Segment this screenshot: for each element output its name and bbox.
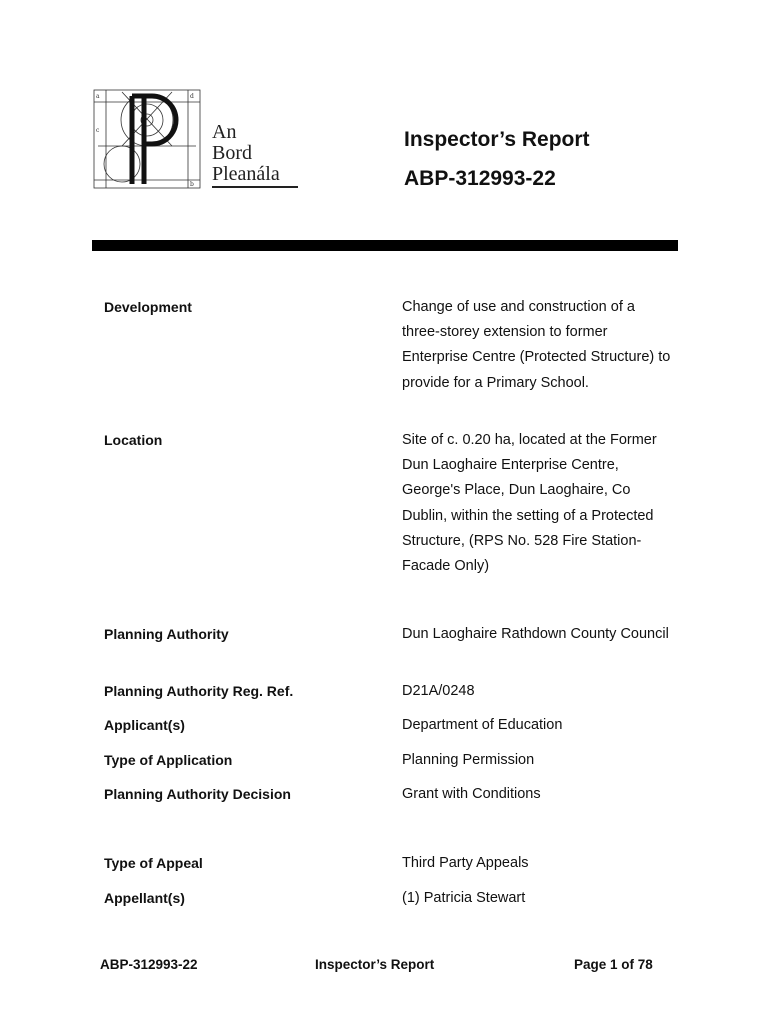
- planning-authority-value: Dun Laoghaire Rathdown County Council: [402, 626, 669, 642]
- logo-wordmark: [212, 122, 280, 185]
- footer-title: Inspector’s Report: [315, 957, 435, 972]
- decision-value: Grant with Conditions: [402, 786, 541, 802]
- reg-ref-label: Planning Authority Reg. Ref.: [104, 683, 294, 699]
- report-reference: ABP-312993-22: [404, 167, 556, 190]
- logo-word-pleanala: Pleanála: [212, 163, 280, 185]
- pleanala-p-emblem-icon: [92, 86, 204, 192]
- type-of-appeal-value: Third Party Appeals: [402, 855, 529, 871]
- header-divider: [92, 240, 678, 251]
- appellants-value: (1) Patricia Stewart: [402, 890, 526, 906]
- applicants-value: Department of Education: [402, 717, 563, 733]
- svg-text:a: a: [96, 93, 100, 100]
- report-title: Inspector’s Report: [404, 128, 590, 151]
- an-bord-pleanala-logo: [92, 86, 302, 194]
- type-of-appeal-label: Type of Appeal: [104, 855, 203, 871]
- svg-text:b: b: [190, 181, 194, 188]
- svg-text:d: d: [190, 93, 194, 100]
- logo-underline: [212, 186, 298, 188]
- development-label: Development: [104, 299, 192, 315]
- location-label: Location: [104, 432, 163, 448]
- footer-page-number: Page 1 of 78: [574, 957, 653, 972]
- development-value: Change of use and construction of a three-storey extension to former Enterprise Centre (Protected Structure) to provide for a Primary School.: [402, 299, 671, 391]
- footer-reference: ABP-312993-22: [100, 957, 198, 972]
- logo-word-bord: Bord: [212, 142, 252, 164]
- planning-authority-label: Planning Authority: [104, 626, 229, 642]
- svg-text:c: c: [96, 127, 100, 134]
- logo-word-an: An: [212, 121, 237, 143]
- type-of-application-value: Planning Permission: [402, 752, 535, 768]
- applicants-label: Applicant(s): [104, 717, 185, 733]
- location-value: Site of c. 0.20 ha, located at the Former Dun Laoghaire Enterprise Centre, George's Place, Dun Laoghaire, Co Dublin, within the setting of a Protected Structure, (RPS No. 528 Fire Station- Facade Only): [402, 432, 657, 575]
- type-of-application-label: Type of Application: [104, 752, 233, 768]
- reg-ref-value: D21A/0248: [402, 683, 475, 699]
- appellants-label: Appellant(s): [104, 890, 185, 906]
- decision-label: Planning Authority Decision: [104, 786, 291, 802]
